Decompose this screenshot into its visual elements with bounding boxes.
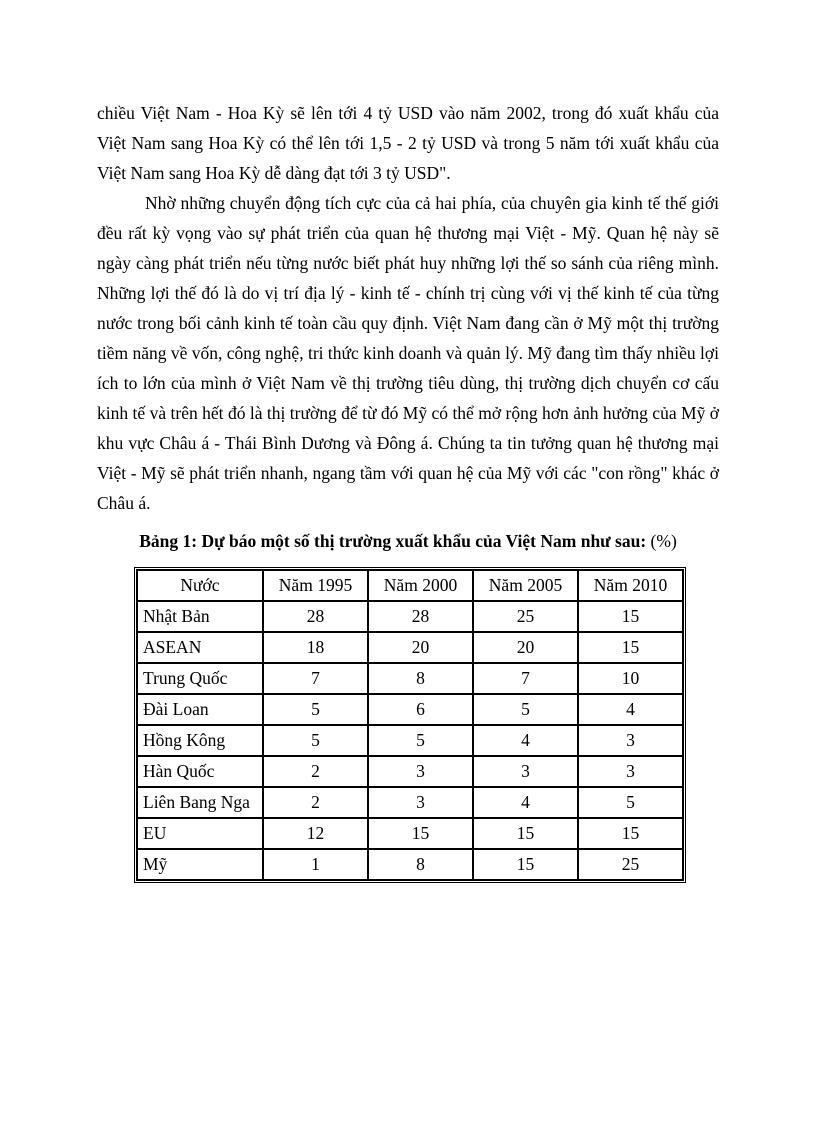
value-cell: 5 bbox=[368, 725, 473, 756]
export-market-table bbox=[134, 567, 686, 883]
table-row bbox=[137, 849, 683, 880]
header-country: Nước bbox=[137, 570, 263, 601]
value-cell: 3 bbox=[368, 787, 473, 818]
value-cell: 4 bbox=[473, 787, 578, 818]
value-cell: 20 bbox=[368, 632, 473, 663]
value-cell: 5 bbox=[473, 694, 578, 725]
table-row bbox=[137, 632, 683, 663]
document-page bbox=[97, 98, 719, 883]
table-row bbox=[137, 601, 683, 632]
value-cell: 5 bbox=[263, 694, 368, 725]
value-cell: 8 bbox=[368, 663, 473, 694]
value-cell: 15 bbox=[578, 818, 683, 849]
country-cell: EU bbox=[137, 818, 263, 849]
value-cell: 5 bbox=[263, 725, 368, 756]
value-cell: 2 bbox=[263, 756, 368, 787]
table-row bbox=[137, 663, 683, 694]
table-row bbox=[137, 694, 683, 725]
value-cell: 12 bbox=[263, 818, 368, 849]
country-cell: Hồng Kông bbox=[137, 725, 263, 756]
table-row bbox=[137, 756, 683, 787]
value-cell: 5 bbox=[578, 787, 683, 818]
value-cell: 8 bbox=[368, 849, 473, 880]
value-cell: 15 bbox=[578, 632, 683, 663]
value-cell: 4 bbox=[578, 694, 683, 725]
value-cell: 28 bbox=[263, 601, 368, 632]
header-year-1995: Năm 1995 bbox=[263, 570, 368, 601]
value-cell: 15 bbox=[368, 818, 473, 849]
value-cell: 25 bbox=[578, 849, 683, 880]
value-cell: 15 bbox=[578, 601, 683, 632]
table-row bbox=[137, 787, 683, 818]
paragraph-trade-forecast: chiều Việt Nam - Hoa Kỳ sẽ lên tới 4 tỷ USD vào năm 2002, trong đó xuất khẩu của Việt Nam sang Hoa Kỳ có thể lên tới 1,5 - 2 tỷ USD và trong 5 năm tới xuất khẩu của Việt Nam sang Hoa Kỳ dễ dàng đạt tới 3 tỷ USD". bbox=[97, 103, 719, 183]
country-cell: Hàn Quốc bbox=[137, 756, 263, 787]
value-cell: 1 bbox=[263, 849, 368, 880]
value-cell: 4 bbox=[473, 725, 578, 756]
table-caption bbox=[97, 526, 719, 556]
table-caption-unit: (%) bbox=[646, 531, 677, 551]
value-cell: 2 bbox=[263, 787, 368, 818]
value-cell: 6 bbox=[368, 694, 473, 725]
table-row bbox=[137, 725, 683, 756]
header-year-2005: Năm 2005 bbox=[473, 570, 578, 601]
country-cell: Đài Loan bbox=[137, 694, 263, 725]
header-year-2010: Năm 2010 bbox=[578, 570, 683, 601]
value-cell: 15 bbox=[473, 849, 578, 880]
value-cell: 3 bbox=[578, 725, 683, 756]
value-cell: 3 bbox=[368, 756, 473, 787]
header-year-2000: Năm 2000 bbox=[368, 570, 473, 601]
value-cell: 7 bbox=[263, 663, 368, 694]
country-cell: Trung Quốc bbox=[137, 663, 263, 694]
value-cell: 18 bbox=[263, 632, 368, 663]
value-cell: 3 bbox=[578, 756, 683, 787]
value-cell: 10 bbox=[578, 663, 683, 694]
country-cell: ASEAN bbox=[137, 632, 263, 663]
export-market-table-wrapper bbox=[134, 567, 680, 883]
country-cell: Liên Bang Nga bbox=[137, 787, 263, 818]
country-cell: Nhật Bản bbox=[137, 601, 263, 632]
value-cell: 25 bbox=[473, 601, 578, 632]
value-cell: 28 bbox=[368, 601, 473, 632]
country-cell: Mỹ bbox=[137, 849, 263, 880]
table-row bbox=[137, 818, 683, 849]
paragraph-vietnam-us-relations: Nhờ những chuyển động tích cực của cả hai phía, của chuyên gia kinh tế thế giới đều rất kỳ vọng vào sự phát triển của quan hệ thương mại Việt - Mỹ. Quan hệ này sẽ ngày càng phát triển nếu từng nước biết phát huy những lợi thế so sánh của riêng mình. Những lợi thế đó là do vị trí địa lý - kinh tế - chính trị cùng với vị thế kinh tế của từng nước trong bối cảnh kinh tế toàn cầu quy định. Việt Nam đang cần ở Mỹ một thị trường tiềm năng về vốn, công nghệ, tri thức kinh doanh và quản lý. Mỹ đang tìm thấy nhiều lợi ích to lớn của mình ở Việt Nam về thị trường tiêu dùng, thị trường dịch chuyển cơ cấu kinh tế và trên hết đó là thị trường để từ đó Mỹ có thể mở rộng hơn ảnh hưởng của Mỹ ở khu vực Châu á - Thái Bình Dương và Đông á. Chúng ta tin tưởng quan hệ thương mại Việt - Mỹ sẽ phát triển nhanh, ngang tầm với quan hệ của Mỹ với các "con rồng" khác ở Châu á. bbox=[97, 193, 719, 513]
value-cell: 3 bbox=[473, 756, 578, 787]
value-cell: 20 bbox=[473, 632, 578, 663]
value-cell: 15 bbox=[473, 818, 578, 849]
value-cell: 7 bbox=[473, 663, 578, 694]
table-caption-title: Bảng 1: Dự báo một số thị trường xuất khẩu của Việt Nam như sau: bbox=[139, 531, 647, 551]
table-header-row bbox=[137, 570, 683, 601]
